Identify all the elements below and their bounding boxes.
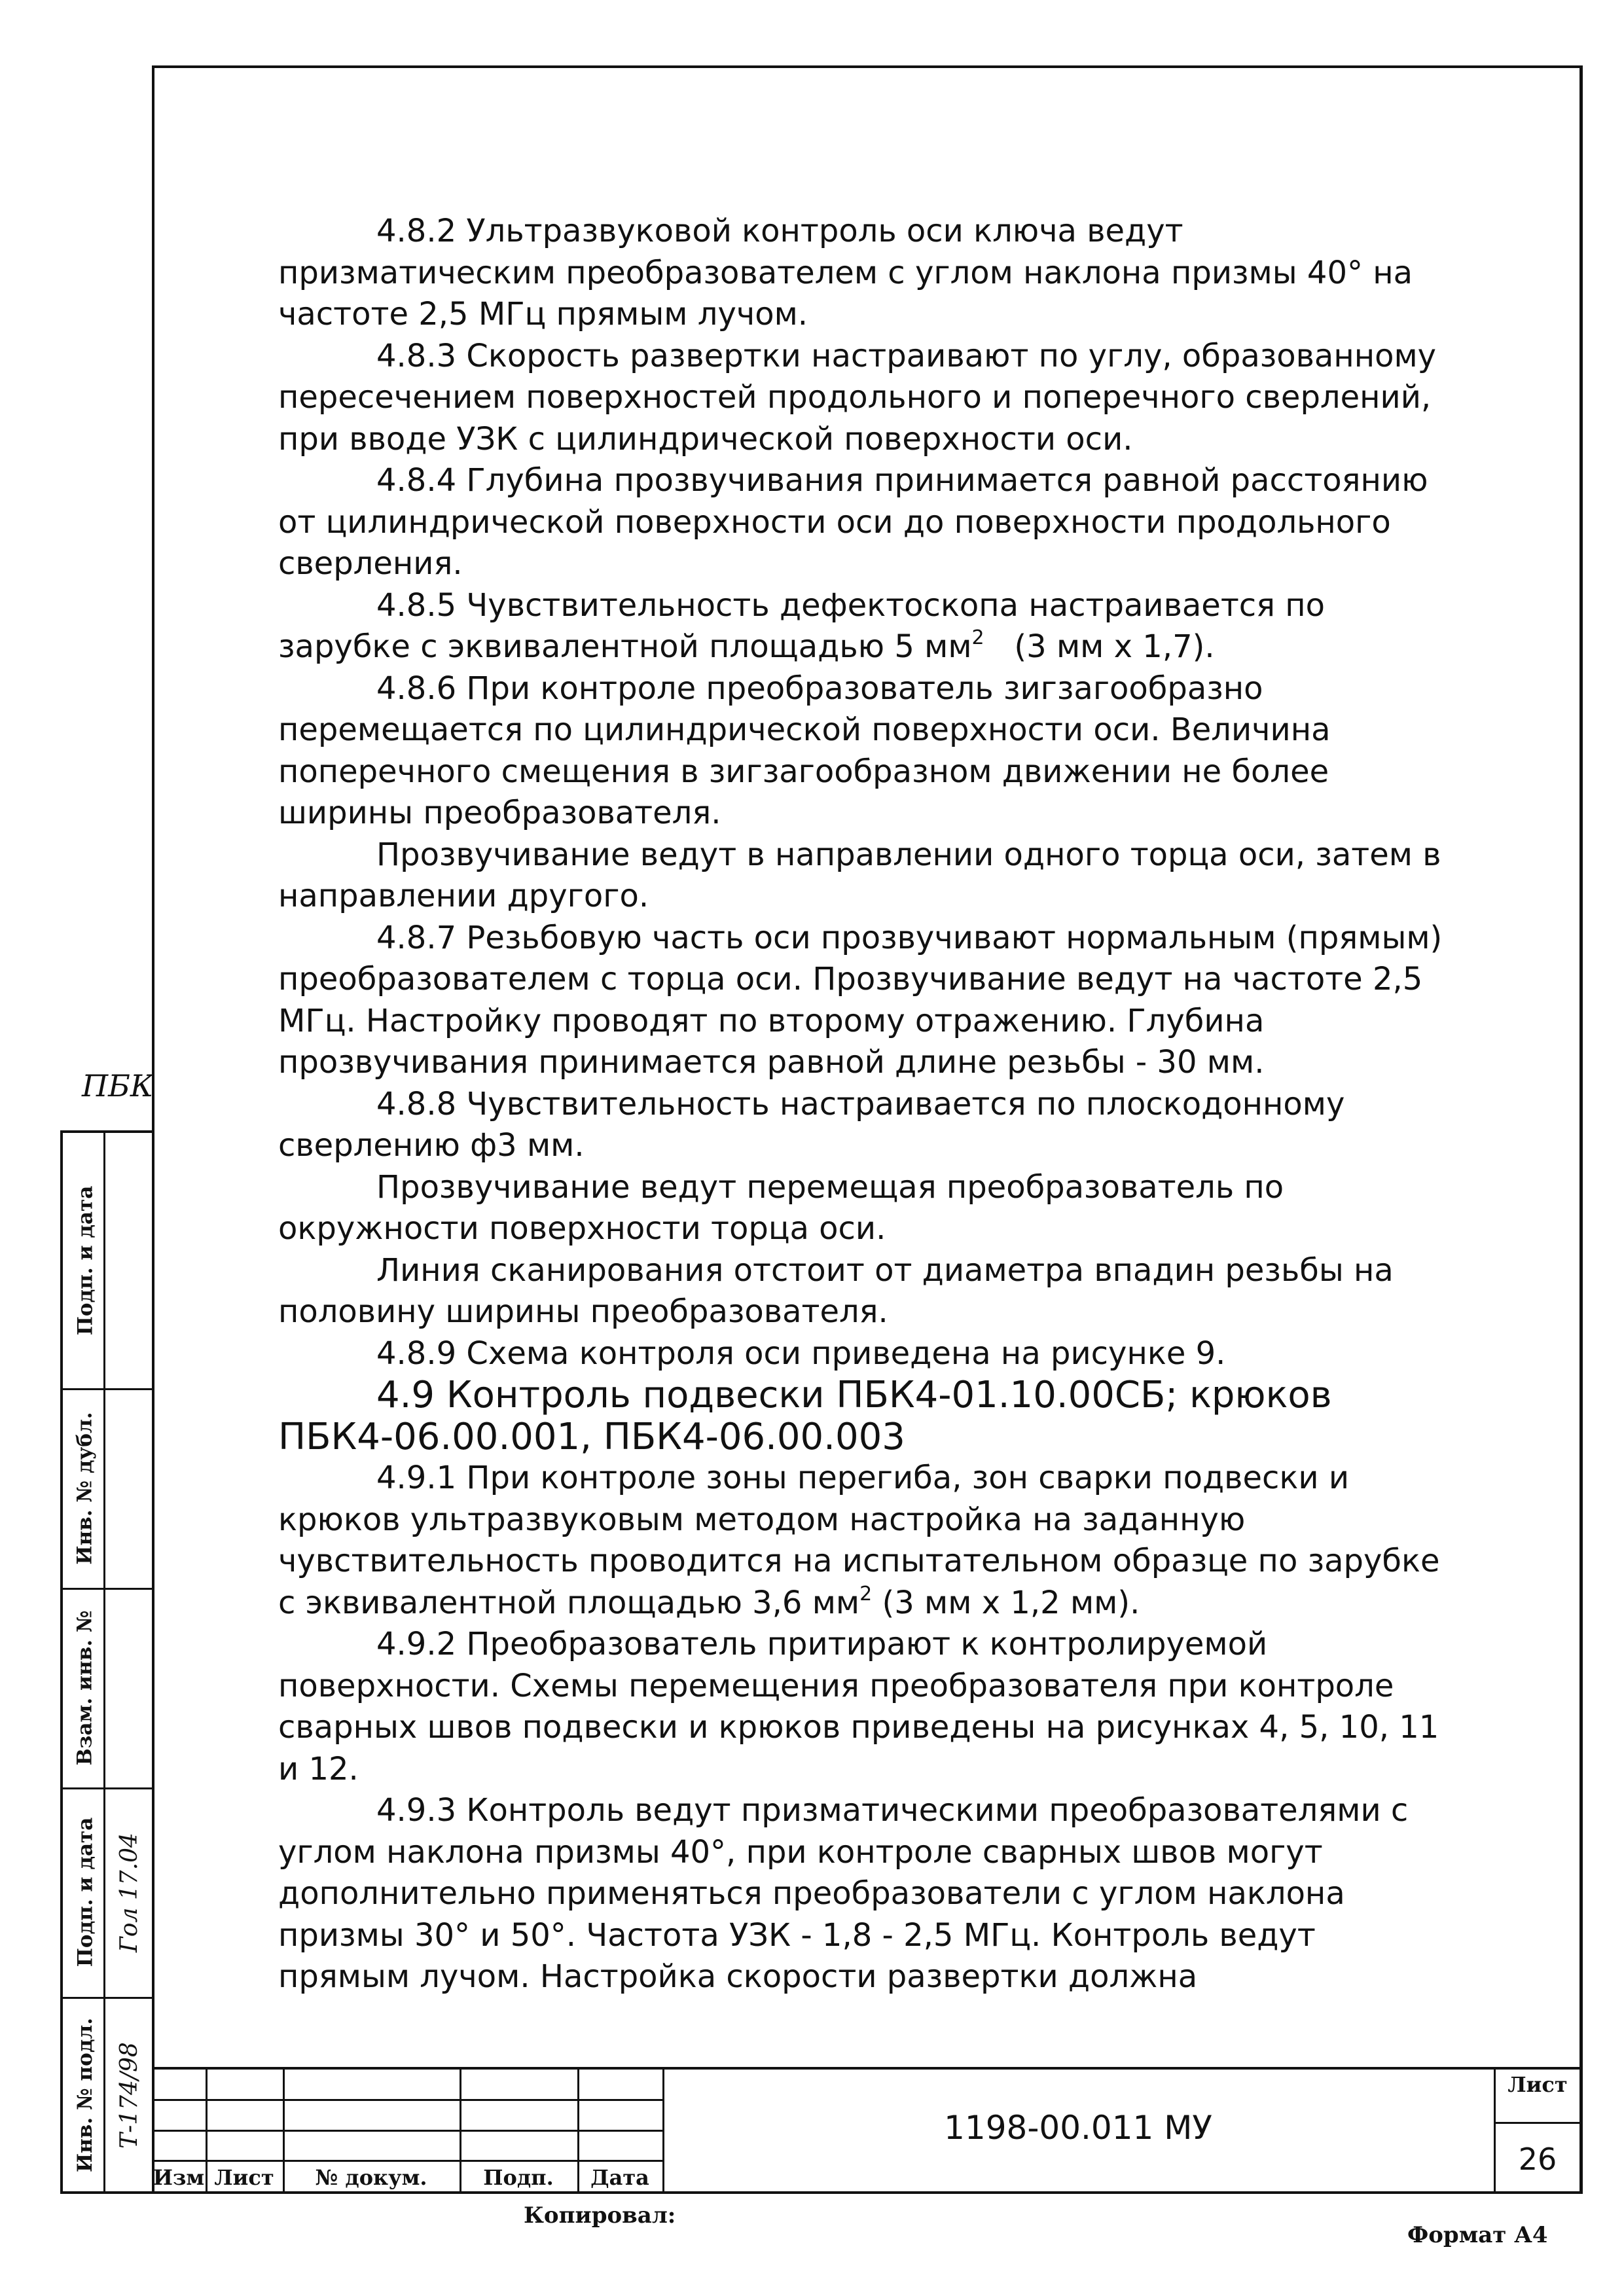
label-podp-data-top: Подп. и дата (73, 1185, 97, 1336)
paragraph-scan-line: Линия сканирования отстоит от диаметра впадин резьбы на половину ширины преобразователя. (278, 1251, 1394, 1330)
body-text (278, 211, 1450, 1998)
paragraph-4-8-5-text: 4.8.5 Чувствительность дефектоскопа настраивается по зарубке с эквивалентной площадью 5 мм (278, 586, 1326, 665)
copied-by-label: Копировал: (524, 2202, 676, 2229)
paragraph-4-8-5 (278, 585, 1450, 668)
paragraph-4-8-8: 4.8.8 Чувствительность настраивается по плоскодонному сверлению ф3 мм. (278, 1085, 1345, 1164)
handwritten-signature-date: Гол 17.04 (115, 1832, 143, 1952)
sheet-number: 26 (1518, 2142, 1557, 2177)
title-block (152, 2067, 1583, 2194)
superscript: 2 (971, 626, 984, 649)
label-inv-dubl: Инв. № дубл. (73, 1411, 97, 1565)
col-izm: Изм (153, 2165, 205, 2190)
superscript: 2 (859, 1582, 873, 1605)
paragraph-sounding-circumference: Прозвучивание ведут перемещая преобразователь по окружности поверхности торца оси. (278, 1168, 1284, 1247)
paragraph-4-8-2: 4.8.2 Ультразвуковой контроль оси ключа ведут призматическим преобразователем с углом наклона призмы 40° на частоте 2,5 МГц прямым лучом. (278, 213, 1413, 332)
paragraph-4-8-3: 4.8.3 Скорость развертки настраивают по углу, образованному пересечением поверхностей продольного и поперечного сверлений, при вводе УЗК с цилиндрической поверхности оси. (278, 337, 1437, 457)
document-code: 1198-00.011 МУ (944, 2109, 1212, 2147)
paragraph-4-8-4: 4.8.4 Глубина прозвучивания принимается равной расстоянию от цилиндрической поверхности оси до поверхности продольного сверления. (278, 462, 1428, 582)
paragraph-4-8-9: 4.8.9 Схема контроля оси приведена на рисунке 9. (376, 1335, 1226, 1372)
format-label: Формат А4 (1407, 2222, 1548, 2248)
label-podp-data-bottom: Подп. и дата (73, 1817, 97, 1967)
sheet-label: Лист (1507, 2072, 1568, 2097)
binding-column (60, 1130, 152, 2194)
paragraph-4-8-5-tail: (3 мм х 1,7). (984, 628, 1215, 665)
section-heading-4-9: 4.9 Контроль подвески ПБК4-01.10.00СБ; крюков ПБК4-06.00.001, ПБК4-06.00.003 (278, 1374, 1332, 1458)
margin-handwritten-mark: ПБК (82, 1068, 154, 1103)
paragraph-4-9-3: 4.9.3 Контроль ведут призматическими преобразователями с углом наклона призмы 40°, при контроле сварных швов могут дополнительно применяться преобразователи с углом наклона призмы 30° и 50°. Частота УЗК - 1,8 - 2,5 МГц. Контроль ведут прямым лучом. Настройка скорости развертки должна (278, 1792, 1409, 1995)
paragraph-4-8-6: 4.8.6 При контроле преобразователь зигзагообразно перемещается по цилиндрической поверхности оси. Величина поперечного смещения в зигзагообразном движении не более ширины преобразователя. (278, 670, 1331, 831)
col-date: Дата (590, 2165, 649, 2190)
col-list: Лист (214, 2165, 274, 2190)
paragraph-4-8-7: 4.8.7 Резьбовую часть оси прозвучивают нормальным (прямым) преобразователем с торца оси. Прозвучивание ведут на частоте 2,5 МГц. Настройку проводят по второму отражению. Глубина прозвучивания принимается равной длине резьбы - 30 мм. (278, 919, 1443, 1081)
paragraph-4-9-2: 4.9.2 Преобразователь притирают к контролируемой поверхности. Схемы перемещения преобразователя при контроле сварных швов подвески и крюков приведены на рисунках 4, 5, 10, 11 и 12. (278, 1626, 1439, 1787)
paragraph-4-9-1-text: 4.9.1 При контроле зоны перегиба, зон сварки подвески и крюков ультразвуковым методом настройка на заданную чувствительность проводится на испытательном образце по зарубке с эквивалентной площадью 3,6 мм (278, 1460, 1440, 1621)
paragraph-4-9-1-tail: (3 мм х 1,2 мм). (872, 1584, 1140, 1621)
handwritten-inventory-number: Т-174/98 (115, 2041, 143, 2149)
paragraph-4-9-1 (278, 1458, 1450, 1624)
label-vzam-inv: Взам. инв. № (73, 1609, 97, 1766)
col-doc-no: № докум. (315, 2165, 427, 2190)
paragraph-sounding-direction: Прозвучивание ведут в направлении одного торца оси, затем в направлении другого. (278, 836, 1441, 914)
label-inv-podl: Инв. № подл. (73, 2017, 97, 2173)
col-signature: Подп. (483, 2165, 554, 2190)
